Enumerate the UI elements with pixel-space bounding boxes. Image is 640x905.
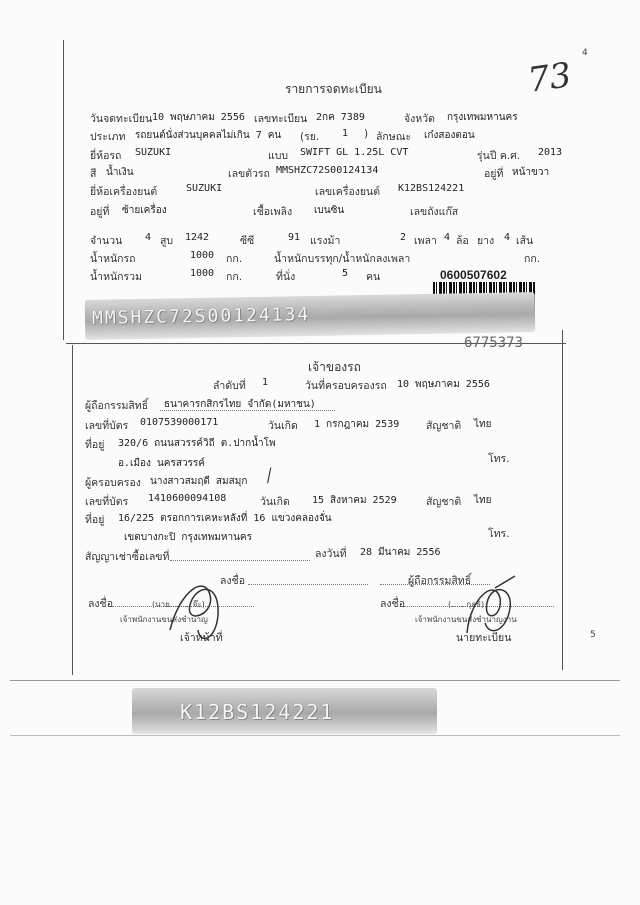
possessor-nation: ไทย (474, 495, 492, 506)
holder-label: ผู้ถือกรรมสิทธิ์ (85, 400, 149, 412)
cylinder-count: 4 (145, 232, 152, 243)
chassis-number: MMSHZC72S00124134 (276, 165, 379, 176)
possessor-id-label: เลขที่บัตร (85, 496, 129, 508)
date-label: วันจดทะเบียน (90, 113, 153, 125)
fuel-label: เชื้อเพลิง (253, 206, 293, 218)
province: กรุงเทพมหานคร (447, 112, 518, 123)
officer-note: เจ้าพนักงานขนส่งชำนาญ (120, 615, 208, 624)
registration-date: 10 พฤษภาคม 2556 (152, 112, 245, 123)
axle-count: 2 (400, 232, 407, 243)
brand-label: ยี่ห้อรถ (90, 150, 122, 162)
possessor-address: 16/225 ตรอกการเคหะหลังที่ 16 แขวงคลองจั่น (118, 513, 332, 524)
stamp-partial: 6775373 (464, 335, 524, 351)
engine-loc-label: อยู่ที่ (90, 206, 110, 218)
brand: SUZUKI (135, 147, 172, 158)
possessor-address-2: เขตบางกะปิ กรุงเทพมหานคร (124, 532, 252, 543)
weight-unit: กก. (226, 253, 243, 265)
holder-birth: 1 กรกฎาคม 2539 (314, 419, 400, 430)
vehicle-color: น้ำเงิน (106, 167, 134, 178)
holder-sign-dots (248, 584, 368, 585)
load-label: น้ำหนักบรรทุก/น้ำหนักลงเพลา (274, 253, 411, 265)
fuel-type: เบนซิน (314, 205, 345, 216)
engine-brand: SUZUKI (186, 183, 223, 194)
tire-label: ยาง (477, 235, 495, 247)
holder-addr-label: ที่อยู่ (85, 439, 105, 451)
possessor-id: 1410600094108 (148, 493, 227, 504)
contract-label: สัญญาเช่าซื้อเลขที่ (85, 551, 170, 563)
model-year: 2013 (538, 147, 563, 158)
seq-number: 1 (262, 377, 269, 388)
total-weight: 1000 (190, 268, 215, 279)
page-number-top: 4 (582, 48, 588, 58)
cyl-label: สูบ (160, 235, 174, 247)
holder-address: 320/6 ถนนสวรรค์วิถี ต.ปากน้ำโพ (118, 438, 276, 449)
holder-id: 0107539000171 (140, 417, 219, 428)
officer-sign-label: ลงชื่อ (88, 598, 113, 610)
holder-sign-role: ผู้ถือกรรมสิทธิ์ (408, 575, 472, 587)
wheel-count: 4 (444, 232, 451, 243)
axle-label: เพลา (414, 235, 437, 247)
possessor-tel-label: โทร. (488, 528, 510, 540)
province-label: จังหวัด (404, 113, 435, 125)
registrar-sign-label: ลงชื่อ (380, 598, 405, 610)
seat-count: 5 (342, 268, 349, 279)
seats-unit: คน (366, 271, 381, 283)
page-fold-line-2 (10, 735, 620, 736)
possessor-label: ผู้ครอบครอง (85, 477, 141, 489)
vehicle-type: รถยนต์นั่งส่วนบุคคลไม่เกิน 7 คน (135, 130, 282, 141)
type-label: ประเภท (90, 131, 126, 143)
right-margin-line (562, 330, 563, 670)
holder-nation: ไทย (474, 419, 492, 430)
at-label: อยู่ที่ (484, 168, 504, 180)
officer-name: (นาย.........จ๊ะ) (152, 600, 205, 609)
model: SWIFT GL 1.25L CVT (300, 147, 409, 158)
cyl-count-label: จำนวน (90, 235, 123, 247)
left-margin-line-lower (72, 345, 73, 675)
plate-label: เลขทะเบียน (254, 113, 308, 125)
page-fold-line (10, 680, 620, 681)
seq-label: ลำดับที่ (213, 380, 246, 392)
officer-title: เจ้าหน้าที่ (180, 632, 223, 644)
vehicle-style: เก๋งสองตอน (424, 130, 475, 141)
engine-no-label: เลขเครื่องยนต์ (315, 186, 381, 198)
style-label: ลักษณะ (376, 131, 412, 143)
ry-value: 1 (342, 128, 349, 139)
weight-label: น้ำหนักรถ (90, 253, 136, 265)
contract-date: 28 มีนาคม 2556 (360, 547, 441, 558)
handwritten-number: 73 (525, 55, 574, 101)
hp-label: แรงม้า (310, 235, 341, 247)
possessor-name: นางสาวสมฤดี สมสมุก (150, 476, 248, 487)
possessor-mark: ⁄ (264, 466, 275, 487)
engine-location: ซ้ายเครื่อง (122, 205, 167, 216)
seats-label: ที่นั่ง (276, 271, 296, 283)
registration-title: รายการจดทะเบียน (285, 82, 382, 96)
possessor-birth: 15 สิงหาคม 2529 (312, 495, 397, 506)
possess-date-label: วันที่ครอบครองรถ (305, 380, 387, 392)
registrar-signature (455, 568, 525, 648)
chassis-location: หน้าขวา (512, 167, 550, 178)
wheel-label: ล้อ (456, 235, 469, 247)
engine-tape-text: K12BS124221 (180, 700, 335, 724)
color-label: สี (90, 168, 97, 180)
holder-nation-label: สัญชาติ (426, 420, 462, 432)
contract-date-label: ลงวันที่ (315, 548, 347, 560)
owner-title: เจ้าของรถ (308, 360, 361, 374)
page-number-side: 5 (590, 630, 596, 640)
gas-tank-label: เลขถังแก๊ส (410, 206, 459, 218)
engine-cc: 1242 (185, 232, 210, 243)
holder-name: ธนาคารกสิกรไทย จำกัด(มหาชน) (164, 399, 316, 410)
engine-number: K12BS124221 (398, 183, 465, 194)
chassis-tape-text: MMSHZC72S00124134 (91, 304, 311, 329)
tire-unit: เส้น (516, 235, 534, 247)
chassis-label: เลขตัวรถ (228, 168, 270, 180)
horsepower: 91 (288, 232, 301, 243)
ry-label: (รย. (300, 131, 320, 143)
possessor-nation-label: สัญชาติ (426, 496, 462, 508)
total-weight-label: น้ำหนักรวม (90, 271, 142, 283)
holder-birth-label: วันเกิด (268, 420, 298, 432)
model-label: แบบ (268, 150, 289, 162)
load-unit: กก. (524, 253, 541, 265)
vehicle-weight: 1000 (190, 250, 215, 261)
possessor-addr-label: ที่อยู่ (85, 514, 105, 526)
possessor-birth-label: วันเกิด (260, 496, 290, 508)
barcode-number: 0600507602 (440, 268, 507, 282)
holder-id-label: เลขที่บัตร (85, 420, 129, 432)
total-weight-unit: กก. (226, 271, 243, 283)
left-margin-line (63, 40, 64, 340)
contract-dots (170, 560, 310, 561)
cc-label: ซีซี (240, 235, 255, 247)
year-label: รุ่นปี ค.ศ. (477, 150, 521, 162)
registrar-title: นายทะเบียน (456, 632, 512, 644)
possess-date: 10 พฤษภาคม 2556 (397, 379, 490, 390)
holder-dots (160, 410, 335, 411)
holder-tel-label: โทร. (488, 453, 510, 465)
tire-count: 4 (504, 232, 511, 243)
officer-signature (160, 570, 230, 650)
engine-brand-label: ยี่ห้อเครื่องยนต์ (90, 186, 158, 198)
holder-sign-label: ลงชื่อ (220, 575, 245, 587)
ry-close: ) (364, 128, 369, 140)
holder-address-2: อ.เมือง นครสวรรค์ (118, 458, 205, 469)
registrar-name: (......กุลธิ) (448, 600, 485, 609)
registrar-note: เจ้าพนักงานขนส่งชำนาญงาน (415, 615, 517, 624)
plate-number: 2กค 7389 (316, 112, 365, 123)
